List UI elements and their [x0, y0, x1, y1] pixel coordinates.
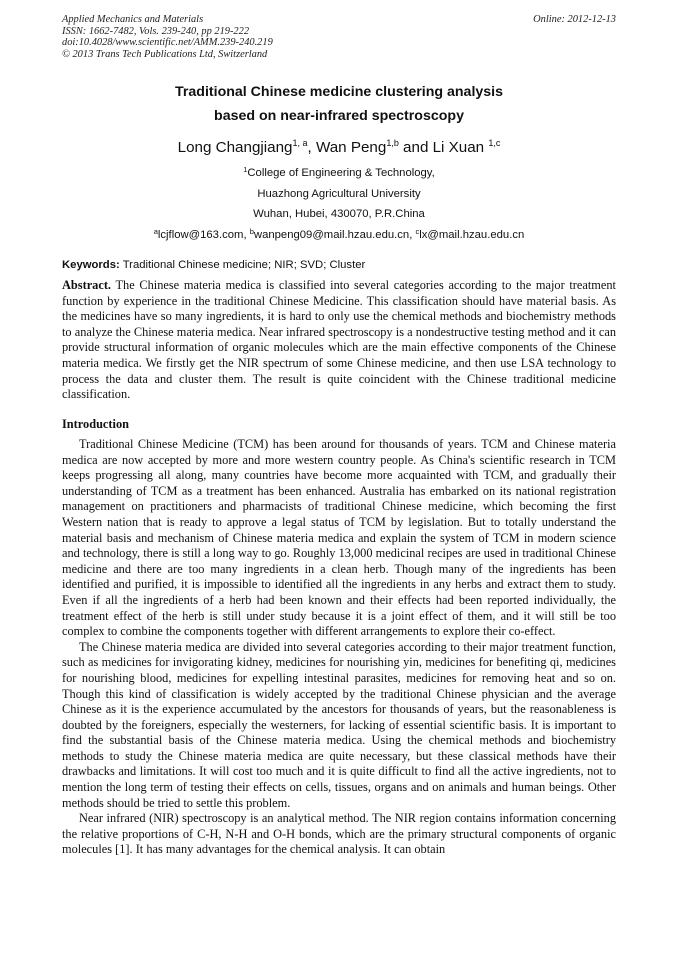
author-1-sup: 1, a [292, 138, 308, 148]
doi-line: doi:10.4028/www.scientific.net/AMM.239-240.219 [62, 37, 273, 49]
keywords-label: Keywords: [62, 259, 120, 271]
paragraph: Traditional Chinese Medicine (TCM) has been around for thousands of years. TCM and Chinese materia medica are now accepted by more and more western country people. As China's scientific research in TCM keeps progressing all along, many countries have become more acquainted with TCM, and gradually their understanding of TCM as a treatment has been enhanced. Australia has embarked on its national registration management on practitioners and pharmacists of traditional Chinese medicine, which becoming the first Western nation that is ready to approve a legal status of TCM by legislation. But to totally understand the material basis and mechanism of Chinese materia medica and explain the system of TCM in modern science and technology, there is still a long way to go. Roughly 13,000 medicinal recipes are used in traditional Chinese medicine and there are too many ingredients in a clean herb. Though many of the ingredients has been identified and purified, it is impossible to identified all the ingredients in any herbs and extract them to study. Even if all the ingredients of a herb had been known and their effects had been reported individually, the treatment effect of the herb is still under study because it is a joint effect of them, and it will still be too complex to combine the components together with different arrangements to explore their co-effect. [62, 437, 616, 639]
author-2-name: Wan Peng [315, 139, 387, 156]
journal-name: Applied Mechanics and Materials [62, 14, 204, 25]
paragraph: The Chinese materia medica are divided into several categories according to their major treatment function, such as medicines for invigorating kidney, medicines for nourishing yin, medicines for benefiting qi, medicines for nourishing blood, medicines for expelling intestinal parasites, medicines for removing heat and so on. Though this kind of classification is widely accepted by the traditional Chinese physician and the average Chinese as it is the experience accumulated by the ancestors for thousands of years, but the reasonableness is doubted by the foreigners, especially the westerners, for lacking of essential scientific basis. It is important to find the substantial basis of the Chinese materia medica. Using the chemical methods and biochemistry methods to study the Chinese materia medica are quite necessary, but these classical methods have their drawbacks and limitations. It will cost too much and it is quite difficult to find all the active ingredients, not to mention the long term of testing their effects on cells, tissues, organs and on animals and human beings. Other methods should be tried to settle this problem. [62, 639, 616, 810]
abstract-text: The Chinese materia medica is classified into several categories according to the major treatment function by experience in the traditional Chinese Medicine. This classification should have material basis. As the medicines have so many ingredients, it is hard to only use the chemical methods and biochemistry methods to analyze the Chinese materia medica. Near infrared spectroscopy is a nondestructive testing method and it can provide structural information of organic molecules which are the main effective components of the Chinese materia medica. We firstly get the NIR spectrum of some Chinese medicine, and then use LSA technology to process the data and cluster them. The result is quite coincident with the Chinese traditional medicine classification. [62, 278, 616, 402]
email-b: wanpeng09@mail.hzau.edu.cn, [253, 228, 416, 241]
author-3-sup: 1,c [488, 138, 501, 148]
paragraph: Near infrared (NIR) spectroscopy is an analytical method. The NIR region contains information concerning the relative proportions of C-H, N-H and O-H bonds, which are the primary structural components of organic molecules [1]. It has many advantages for the chemical analysis. It can obtain [62, 811, 616, 857]
author-list [62, 138, 616, 158]
introduction-heading: Introduction [62, 417, 129, 431]
affiliation-line-3: Wuhan, Hubei, 430070, P.R.China [253, 208, 425, 220]
introduction-body [62, 437, 616, 858]
email-line [62, 225, 616, 246]
keywords-text: Traditional Chinese medicine; NIR; SVD; Cluster [119, 259, 366, 271]
keywords [62, 258, 616, 273]
email-a: lcjflow@163.com, [157, 228, 250, 241]
email-b-sup: b [249, 226, 254, 236]
affiliation-line-1: $^1$College of Engineering & Technology, [243, 165, 435, 179]
author-3-name: Li Xuan [432, 139, 489, 156]
paper-title [62, 80, 616, 128]
affiliation-line-2: Huazhong Agricultural University [257, 187, 421, 200]
title-line-2: based on near-infrared spectroscopy [214, 108, 464, 124]
abstract-label: Abstract. [62, 278, 112, 292]
email-c: lx@mail.hzau.edu.cn [419, 228, 525, 241]
affiliation-block [62, 163, 616, 245]
title-line-1: Traditional Chinese medicine clustering analysis [175, 84, 503, 100]
email-c-sup: c [415, 226, 420, 236]
copyright-line: © 2013 Trans Tech Publications Ltd, Switzerland [62, 48, 268, 60]
affiliation-sup: 1 [243, 165, 248, 174]
email-a-sup: a [153, 226, 158, 236]
abstract [62, 278, 616, 403]
online-date: Online: 2012-12-13 [533, 14, 616, 25]
author-separator-2: and [398, 139, 433, 156]
issn-line: ISSN: 1662-7482, Vols. 239-240, pp 219-222 [62, 25, 250, 37]
author-1-name: Long Changjiang [177, 139, 293, 156]
author-separator-1: , [307, 139, 316, 156]
author-2-sup: 1,b [386, 138, 399, 148]
journal-header [62, 14, 616, 60]
